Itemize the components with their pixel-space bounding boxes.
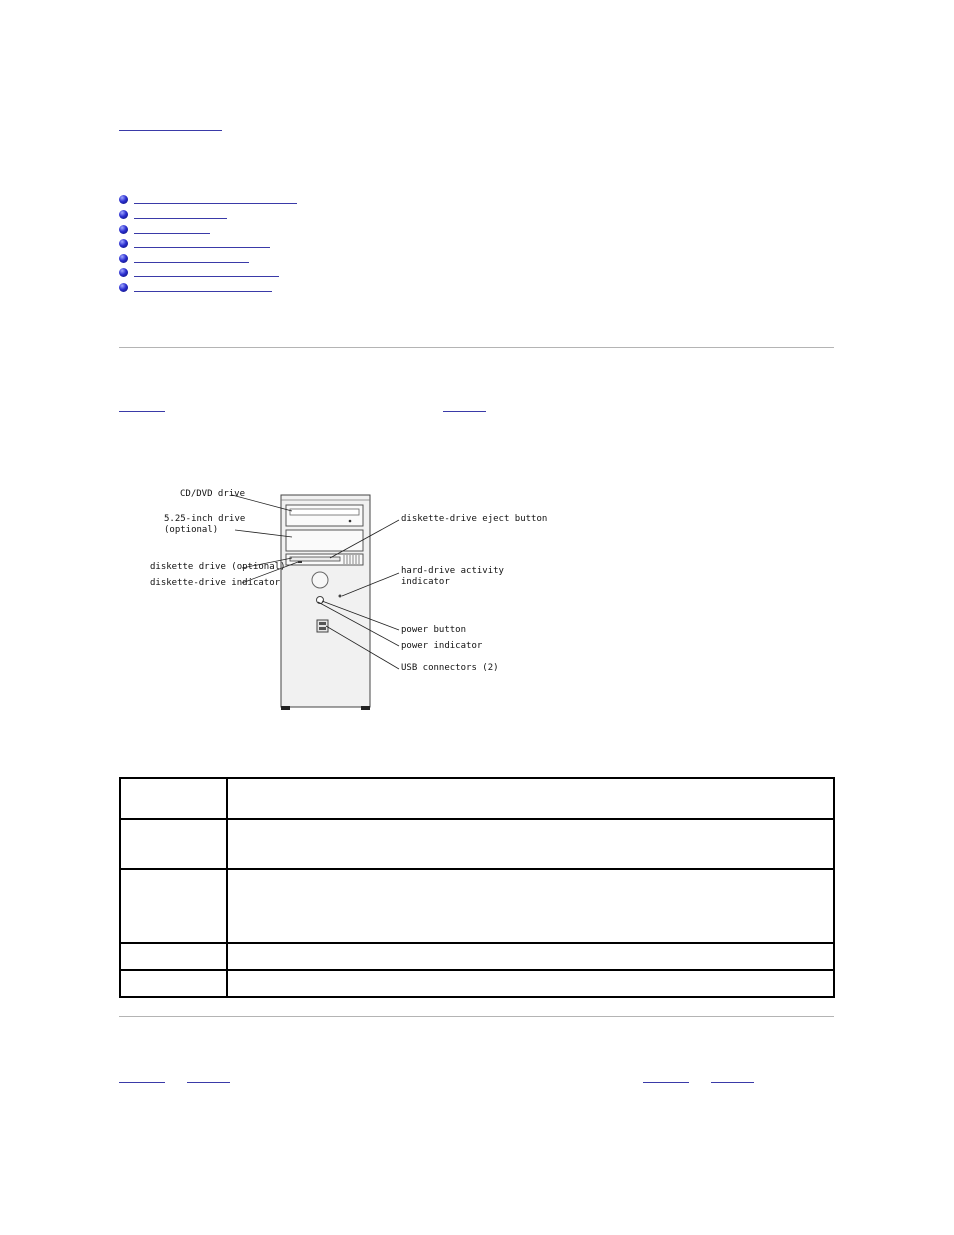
- table-cell-desc: [227, 943, 834, 970]
- table-cell-desc: [227, 778, 834, 819]
- toc-item[interactable]: [119, 195, 319, 207]
- table-row: [120, 778, 834, 819]
- label-cd-dvd-drive: CD/DVD drive: [180, 489, 246, 499]
- bullet-icon: [119, 283, 128, 292]
- label-power-button: power button: [401, 625, 467, 635]
- table-row: [120, 819, 834, 869]
- label-525-drive-optional: (optional): [164, 525, 219, 535]
- figure-link[interactable]: [119, 411, 165, 412]
- nav-link-next[interactable]: [643, 1082, 689, 1083]
- toc-link[interactable]: [134, 262, 249, 263]
- figure-link[interactable]: [443, 411, 486, 412]
- bullet-icon: [119, 210, 128, 219]
- nav-link-back[interactable]: [119, 1082, 165, 1083]
- table-cell-desc: [227, 869, 834, 943]
- toc-link[interactable]: [134, 247, 270, 248]
- toc-item[interactable]: [119, 225, 319, 237]
- table-cell-label: [120, 819, 227, 869]
- bullet-icon: [119, 268, 128, 277]
- toc-link[interactable]: [134, 291, 272, 292]
- label-hd-activity: hard-drive activity: [401, 566, 504, 576]
- toc-item[interactable]: [119, 283, 319, 295]
- toc-item[interactable]: [119, 239, 319, 251]
- nav-link-contents-right[interactable]: [711, 1082, 754, 1083]
- front-view-diagram: [140, 480, 548, 715]
- toc-link[interactable]: [134, 233, 210, 234]
- table-cell-desc: [227, 970, 834, 997]
- label-eject-button: diskette-drive eject button: [401, 514, 548, 524]
- toc-item[interactable]: [119, 254, 319, 266]
- table-cell-label: [120, 943, 227, 970]
- table-cell-label: [120, 869, 227, 943]
- label-525-drive: 5.25-inch drive: [164, 514, 246, 524]
- toc-item[interactable]: [119, 210, 319, 222]
- bullet-icon: [119, 254, 128, 263]
- bullet-icon: [119, 239, 128, 248]
- section-divider: [119, 1016, 834, 1017]
- top-link[interactable]: [119, 130, 222, 131]
- toc-link[interactable]: [134, 203, 297, 204]
- table-row: [120, 943, 834, 970]
- table-cell-label: [120, 970, 227, 997]
- section-divider: [119, 347, 834, 348]
- label-usb-connectors: USB connectors (2): [401, 663, 499, 673]
- bullet-icon: [119, 195, 128, 204]
- label-hd-activity-indicator: indicator: [401, 577, 450, 587]
- bullet-icon: [119, 225, 128, 234]
- table-cell-desc: [227, 819, 834, 869]
- toc-link[interactable]: [134, 218, 227, 219]
- table-row: [120, 869, 834, 943]
- label-diskette-drive: diskette drive (optional): [150, 562, 286, 572]
- spec-table: [119, 777, 835, 998]
- nav-link-contents[interactable]: [187, 1082, 230, 1083]
- toc-item[interactable]: [119, 268, 319, 280]
- label-diskette-indicator: diskette-drive indicator: [150, 578, 281, 588]
- label-power-indicator: power indicator: [401, 641, 483, 651]
- toc-link[interactable]: [134, 276, 279, 277]
- table-row: [120, 970, 834, 997]
- table-cell-label: [120, 778, 227, 819]
